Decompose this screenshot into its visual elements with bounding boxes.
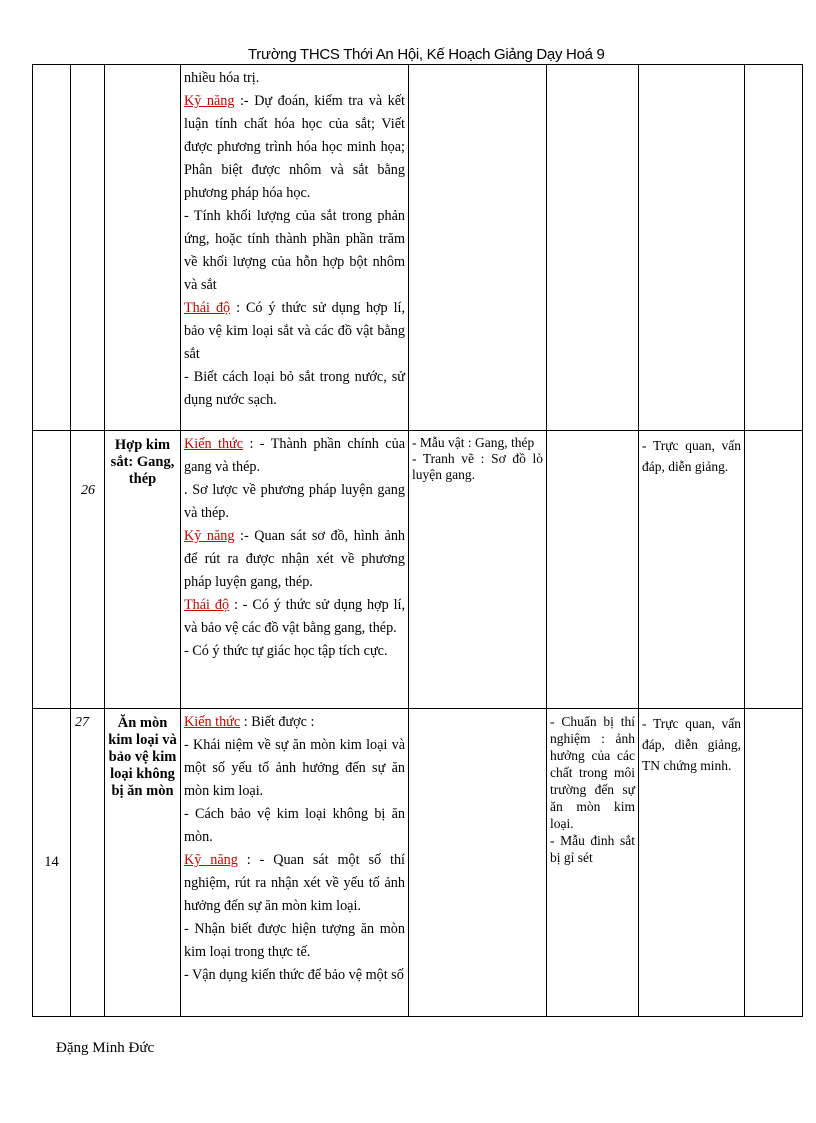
week-number: 14: [44, 854, 59, 870]
objective-line: [184, 479, 405, 525]
objective-line: [184, 90, 405, 205]
cell-materials: [409, 709, 547, 1017]
section-label: Kỹ năng: [184, 93, 235, 109]
objective-text: : - Quan sát một số thí nghiệm, rút ra nhận xét về yếu tố ảnh hưởng đến sự ăn mòn kim loại.: [184, 852, 405, 914]
objective-text: - Cách bảo vệ kim loại không bị ăn mòn.: [184, 806, 405, 845]
cell-number: [71, 431, 105, 709]
cell-week: [33, 65, 71, 431]
objectives-text: [181, 65, 408, 412]
objective-line: [184, 525, 405, 594]
objective-text: - Có ý thức tự giác học tập tích cực.: [184, 643, 388, 659]
objective-text: : - Có ý thức sử dụng hợp lí, và bảo vệ các đồ vật bằng gang, thép.: [184, 597, 406, 636]
cell-preparation: [547, 431, 639, 709]
objectives-text: [181, 431, 408, 663]
objective-line: [184, 640, 405, 663]
objective-line: [184, 67, 405, 90]
cell-objectives: [181, 709, 409, 1017]
objective-line: [184, 849, 405, 918]
cell-methods: [639, 709, 745, 1017]
lesson-name: Hợp kim sắt: Gang, thép: [110, 437, 175, 487]
cell-week: [33, 431, 71, 709]
objective-line: [184, 433, 405, 479]
cell-materials: [409, 65, 547, 431]
objective-line: [184, 964, 405, 987]
cell-materials: [409, 431, 547, 709]
objective-text: : Có ý thức sử dụng hợp lí, bảo vệ kim loại sắt và các đồ vật bằng sắt: [184, 300, 406, 362]
material-line: - Tranh vẽ : Sơ đồ lò luyện gang.: [412, 451, 543, 482]
objective-text: - Tính khối lượng của sắt trong phản ứng, hoặc tính thành phần phần trăm về khối lượng của hỗn hợp bột nhôm và sắt: [184, 208, 405, 293]
table-row-26: [33, 431, 803, 709]
objective-text: :- Quan sát sơ đồ, hình ảnh để rút ra được nhận xét về phương pháp luyện gang, thép.: [184, 528, 406, 590]
cell-number: [71, 709, 105, 1017]
objective-text: : Biết được :: [240, 714, 315, 730]
objective-line: [184, 918, 405, 964]
objective-text: nhiều hóa trị.: [184, 70, 260, 86]
cell-lesson: [105, 709, 181, 1017]
cell-lesson: [105, 65, 181, 431]
objective-text: - Khái niệm về sự ăn mòn kim loại và một số yếu tố ảnh hưởng đến sự ăn mòn kim loại.: [184, 737, 405, 799]
cell-objectives: [181, 431, 409, 709]
lesson-number: 27: [75, 715, 89, 730]
methods-text: - Trực quan, vấn đáp, diễn giảng.: [642, 438, 741, 474]
objective-line: [184, 594, 405, 640]
cell-notes: [745, 709, 803, 1017]
objective-text: - Nhận biết được hiện tượng ăn mòn kim loại trong thực tế.: [184, 921, 405, 960]
section-label: Kiến thức: [184, 714, 241, 730]
table-row-continued: [33, 65, 803, 431]
objective-line: [184, 734, 405, 803]
objective-text: :- Dự đoán, kiểm tra và kết luận tính chất hóa học của sắt; Viết được phương trình hóa học minh họa; Phân biệt được nhôm và sắt bằng phương pháp hóa học.: [184, 93, 405, 201]
cell-week: [33, 709, 71, 1017]
lesson-number: 26: [81, 483, 95, 498]
section-label: Thái độ: [184, 300, 231, 316]
section-label: Kỹ năng: [184, 852, 238, 868]
lesson-plan-table: [32, 64, 803, 1017]
section-label: Kỹ năng: [184, 528, 235, 544]
objective-text: : - Thành phần chính của gang và thép.: [184, 436, 405, 475]
cell-number: [71, 65, 105, 431]
cell-notes: [745, 65, 803, 431]
objective-text: - Biết cách loại bỏ sắt trong nước, sử dụng nước sạch.: [184, 369, 405, 408]
cell-objectives: [181, 65, 409, 431]
methods-text: - Trực quan, vấn đáp, diễn giảng, TN chứng minh.: [642, 716, 741, 773]
preparation-line: - Mẫu đinh sắt bị gỉ sét: [550, 833, 635, 865]
cell-methods: [639, 431, 745, 709]
cell-preparation: [547, 709, 639, 1017]
objective-line: [184, 711, 405, 734]
table-row-27: [33, 709, 803, 1017]
preparation-line: - Chuẩn bị thí nghiệm : ảnh hưởng của các chất trong môi trường đến sự ăn mòn kim loại.: [550, 714, 635, 831]
page-header: Trường THCS Thới An Hội, Kế Hoạch Giảng Dạy Hoá 9: [248, 46, 605, 63]
objective-line: [184, 205, 405, 297]
cell-notes: [745, 431, 803, 709]
objective-text: - Vận dụng kiến thức để bảo vệ một số: [184, 967, 404, 983]
objective-text: . Sơ lược về phương pháp luyện gang và thép.: [184, 482, 405, 521]
section-label: Kiến thức: [184, 436, 244, 452]
cell-preparation: [547, 65, 639, 431]
materials-text: [409, 431, 546, 483]
objective-line: [184, 803, 405, 849]
lesson-name: Ăn mòn kim loại và bảo vệ kim loại không bị ăn mòn: [108, 715, 177, 799]
section-label: Thái độ: [184, 597, 230, 613]
objective-line: [184, 297, 405, 366]
cell-methods: [639, 65, 745, 431]
objectives-text: [181, 709, 408, 987]
cell-lesson: [105, 431, 181, 709]
material-line: - Mẫu vật : Gang, thép: [412, 435, 535, 450]
preparation-text: [547, 709, 638, 866]
objective-line: [184, 366, 405, 412]
author-signature: Đặng Minh Đức: [56, 1040, 155, 1056]
